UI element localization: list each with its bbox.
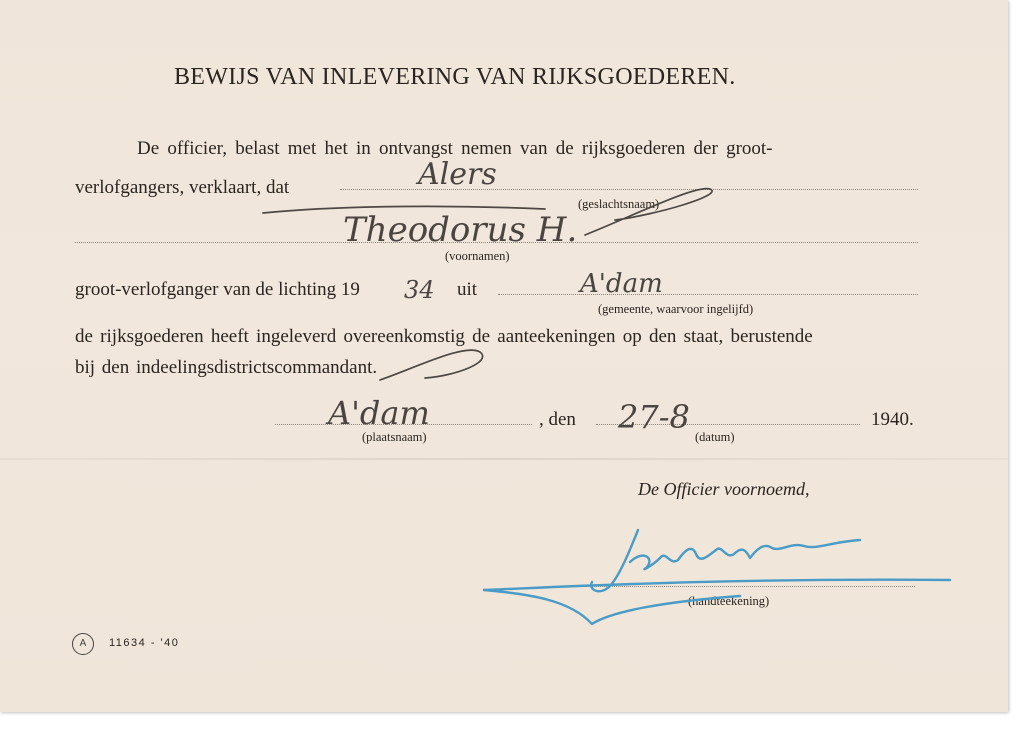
firstnames-handwriting [255,175,725,270]
place-caption: (plaatsnaam) [362,430,427,444]
form-number: 11634 - '40 [109,637,180,649]
place-value: A'dam [328,394,430,432]
lichting-handwriting [402,270,462,311]
lichting-prefix: groot-verlofganger van de lichting 19 [75,279,360,300]
surname-value: Alers [418,157,497,192]
paragraph1-line2: verlofgangers, verklaart, dat [75,177,290,198]
paragraph2-line1: de rijksgoederen heeft ingeleverd overeenkomstig de aanteekeningen op den staat, berustende [75,326,813,347]
lichting-suffix: uit [457,279,478,300]
municipality-handwriting [572,258,752,308]
date-value: 27-8 [618,398,690,436]
municipality-caption: (gemeente, waarvoor ingelijfd) [598,302,754,316]
publisher-logo: A [72,633,94,655]
place-handwriting [322,378,522,445]
firstnames-value: Theodorus H. [343,210,578,250]
date-handwriting [612,390,752,445]
lichting-value: 34 [404,276,435,304]
officer-label: De Officier voornoemd, [638,479,810,499]
den-label: , den [539,409,576,430]
officer-signature [480,520,960,640]
municipality-value: A'dam [580,269,663,299]
paper-fold [0,458,1008,460]
paragraph1-line1: De officier, belast met het in ontvangst nemen van de rijksgoederen der groot- [137,138,773,159]
date-caption: (datum) [695,430,735,444]
paragraph2-line2: bij den indeelingsdistrictscommandant. [75,357,378,378]
document-title: BEWIJS VAN INLEVERING VAN RIJKSGOEDEREN. [174,64,736,90]
year-label: 1940. [871,409,914,430]
firstnames-caption: (voornamen) [445,249,510,263]
surname-caption: (geslachtsnaam) [578,197,660,211]
signature-caption: (handteekening) [688,594,770,608]
